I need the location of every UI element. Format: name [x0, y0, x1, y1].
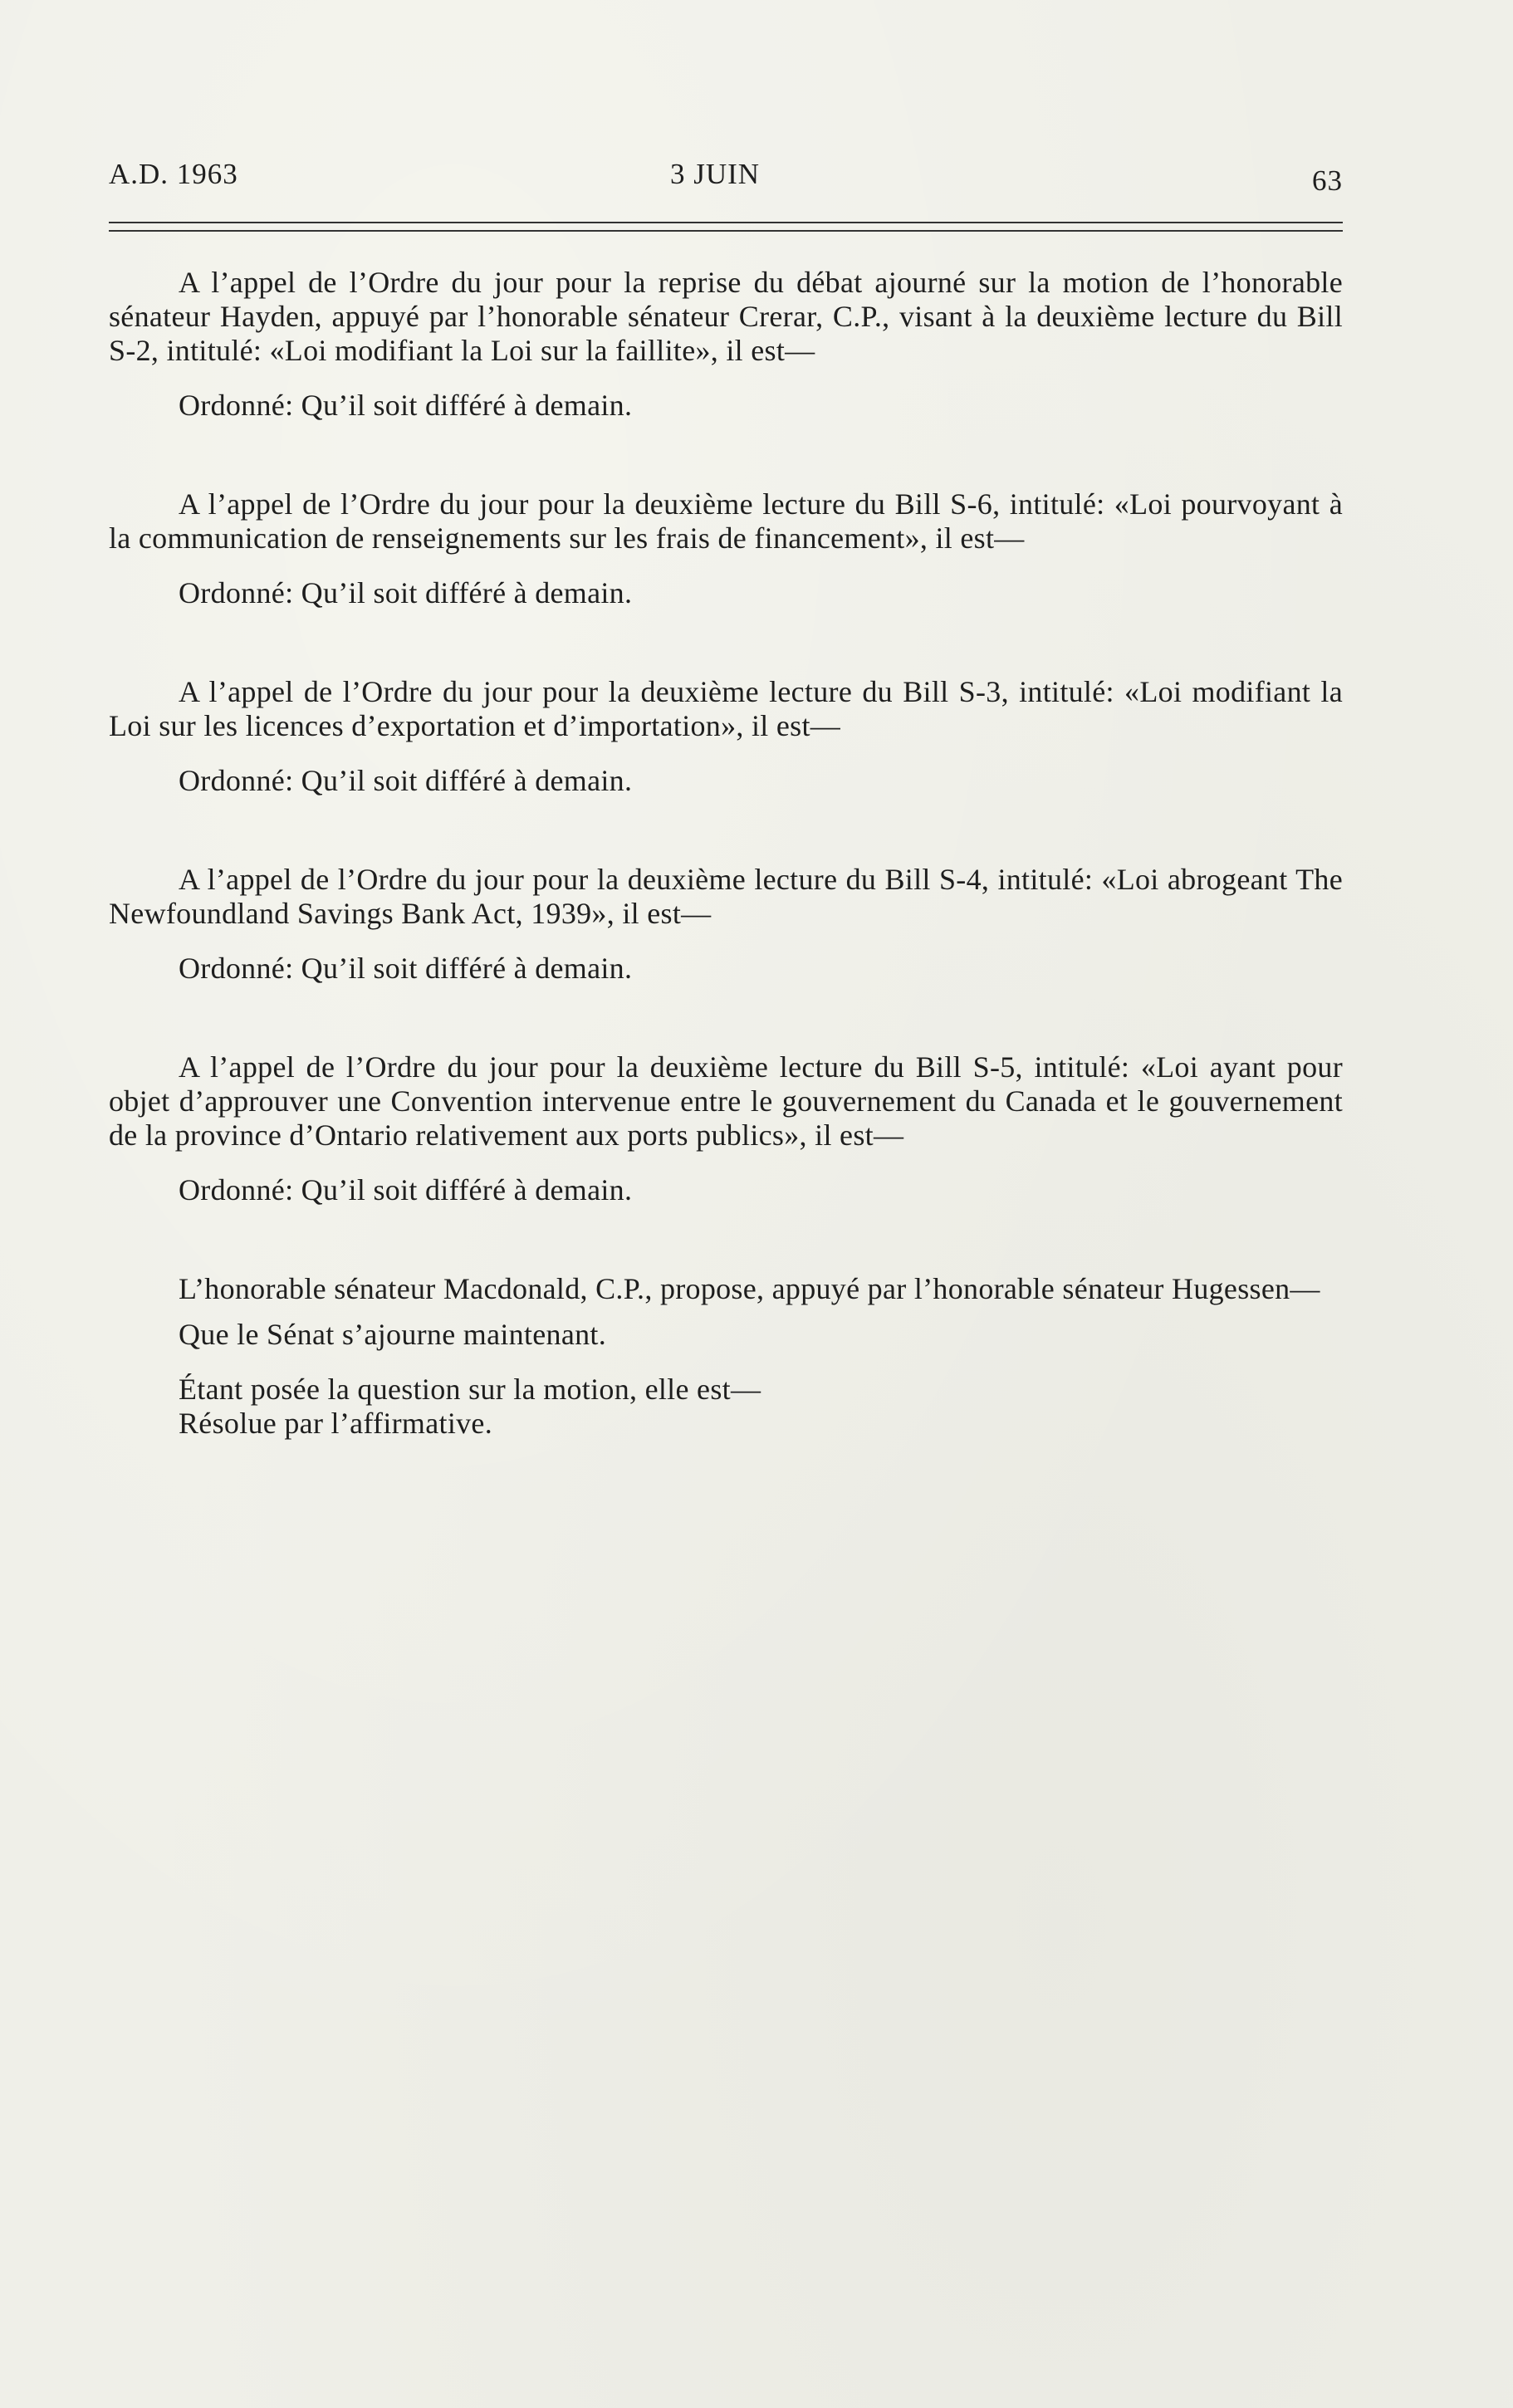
question-put: Étant posée la question sur la motion, elle est—: [179, 1373, 761, 1406]
block-text: A l’appel de l’Ordre du jour pour la deuxième lecture du Bill S-6, intitulé: «Loi pourvoyant à la communication de renseignements sur les frais de financement», il est—: [109, 487, 1343, 555]
block-order: Ordonné: Qu’il soit différé à demain.: [179, 952, 633, 985]
order-of-day-block: [109, 266, 1343, 423]
block-text: A l’appel de l’Ordre du jour pour la deuxième lecture du Bill S-5, intitulé: «Loi ayant pour objet d’approuver une Convention intervenue entre le gouvernement du Canada et le gouvernement de la province d’Ontario relativement aux ports publics», il est—: [109, 1050, 1343, 1152]
header-year: A.D. 1963: [109, 158, 238, 190]
page-number: 63: [1312, 164, 1343, 197]
order-of-day-block: [109, 675, 1343, 798]
header-date: 3 JUIN: [670, 158, 761, 190]
page-body: [109, 266, 1343, 1441]
block-order: Ordonné: Qu’il soit différé à demain.: [179, 764, 633, 797]
block-order: Ordonné: Qu’il soit différé à demain.: [179, 576, 633, 609]
block-order: Ordonné: Qu’il soit différé à demain.: [179, 1173, 633, 1206]
block-text: A l’appel de l’Ordre du jour pour la reprise du débat ajourné sur la motion de l’honorable sénateur Hayden, appuyé par l’honorable sénateur Crerar, C.P., visant à la deuxième lecture du Bill S-2, intitulé: «Loi modifiant la Loi sur la faillite», il est—: [109, 266, 1343, 367]
page-header: [109, 158, 1343, 199]
order-of-day-block: [109, 863, 1343, 986]
adjournment-motion: L’honorable sénateur Macdonald, C.P., propose, appuyé par l’honorable sénateur Hugessen—: [179, 1272, 1320, 1305]
block-text: A l’appel de l’Ordre du jour pour la deuxième lecture du Bill S-4, intitulé: «Loi abrogeant The Newfoundland Savings Bank Act, 1939», il est—: [109, 863, 1343, 930]
block-order: Ordonné: Qu’il soit différé à demain.: [179, 389, 633, 422]
adjournment-section: [109, 1272, 1343, 1441]
order-of-day-block: [109, 487, 1343, 610]
header-rule-bottom: [109, 230, 1343, 232]
order-of-day-block: [109, 1050, 1343, 1207]
motion-result: Résolue par l’affirmative.: [179, 1407, 492, 1440]
adjournment-proposal: Que le Sénat s’ajourne maintenant.: [179, 1318, 607, 1351]
header-rule-top: [109, 222, 1343, 223]
block-text: A l’appel de l’Ordre du jour pour la deuxième lecture du Bill S-3, intitulé: «Loi modifiant la Loi sur les licences d’exportation et d’importation», il est—: [109, 675, 1343, 742]
